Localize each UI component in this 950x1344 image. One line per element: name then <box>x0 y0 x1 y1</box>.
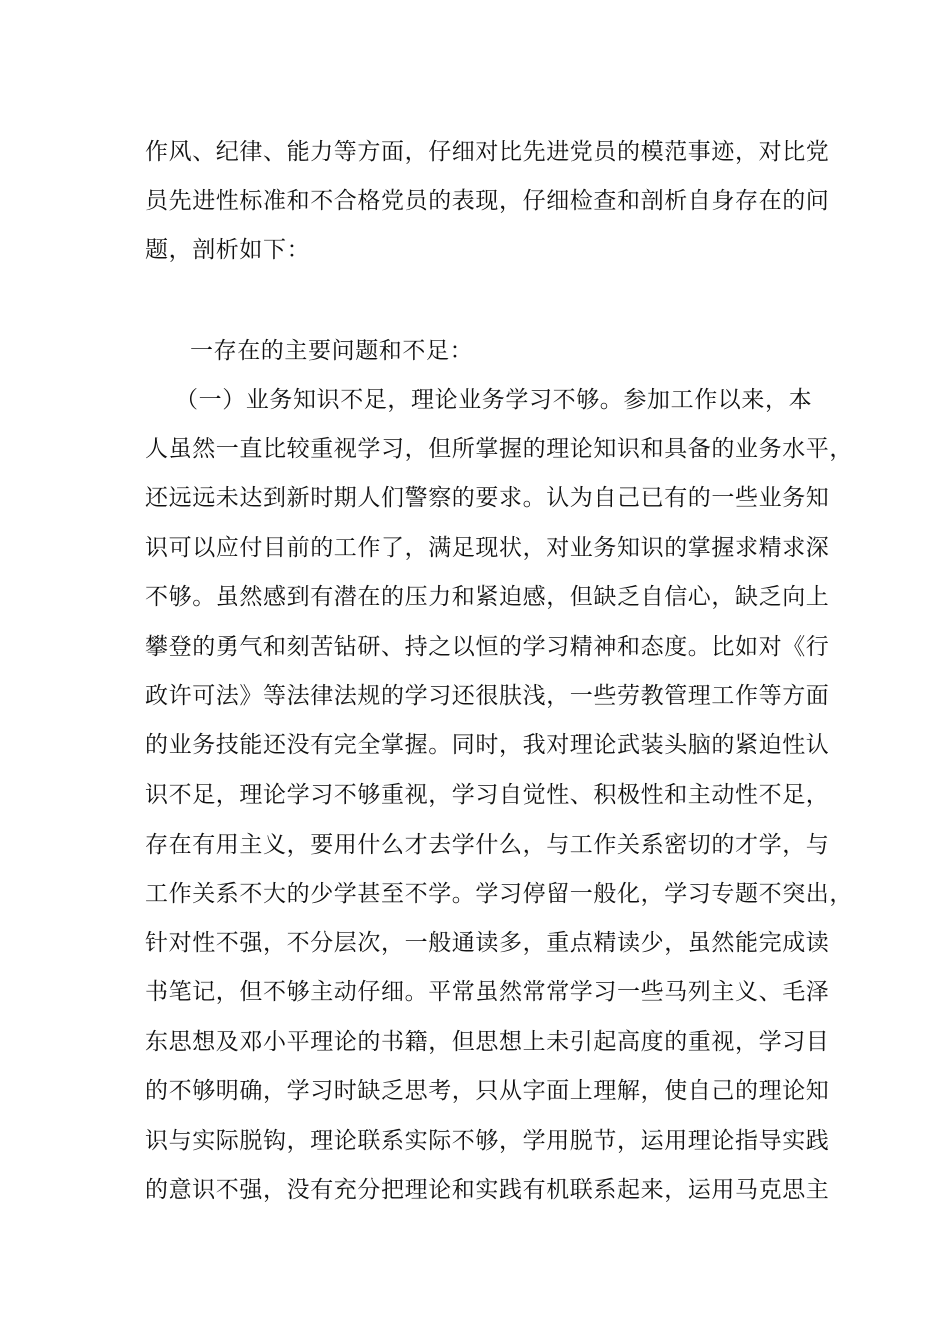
paragraph-line: 工作关系不大的少学甚至不学。学习停留一般化，学习专题不突出， <box>145 881 853 907</box>
paragraph-line: 存在有用主义，要用什么才去学什么，与工作关系密切的才学，与 <box>145 832 830 858</box>
paragraph-line: 攀登的勇气和刻苦钻研、持之以恒的学习精神和态度。比如对《行 <box>145 634 830 660</box>
paragraph-line: 识不足，理论学习不够重视，学习自觉性、积极性和主动性不足， <box>145 782 830 808</box>
paragraph-line: 的意识不强，没有充分把理论和实践有机联系起来，运用马克思主 <box>145 1177 830 1203</box>
paragraph-line: 针对性不强，不分层次，一般通读多，重点精读少，虽然能完成读 <box>145 930 830 956</box>
paragraph-line: 的业务技能还没有完全掌握。同时，我对理论武装头脑的紧迫性认 <box>145 732 830 758</box>
paragraph-line: 不够。虽然感到有潜在的压力和紧迫感，但缺乏自信心，缺乏向上 <box>145 584 830 610</box>
paragraph-line: 识可以应付目前的工作了，满足现状，对业务知识的掌握求精求深 <box>145 535 830 561</box>
paragraph-line: 人虽然一直比较重视学习，但所掌握的理论知识和具备的业务水平， <box>145 436 853 462</box>
section-heading: 一存在的主要问题和不足： <box>190 338 474 364</box>
paragraph-line: （一）业务知识不足，理论业务学习不够。参加工作以来，本 <box>175 387 813 413</box>
paragraph-line: 的不够明确，学习时缺乏思考，只从字面上理解，使自己的理论知 <box>145 1078 830 1104</box>
intro-line: 作风、纪律、能力等方面，仔细对比先进党员的模范事迹，对比党 <box>145 139 830 165</box>
paragraph-line: 还远远未达到新时期人们警察的要求。认为自己已有的一些业务知 <box>145 485 830 511</box>
paragraph-line: 识与实际脱钩，理论联系实际不够，学用脱节，运用理论指导实践 <box>145 1128 830 1154</box>
paragraph-line: 东思想及邓小平理论的书籍，但思想上未引起高度的重视，学习目 <box>145 1029 830 1055</box>
paragraph-line: 书笔记，但不够主动仔细。平常虽然常常学习一些马列主义、毛泽 <box>145 979 830 1005</box>
paragraph-line: 政许可法》等法律法规的学习还很肤浅，一些劳教管理工作等方面 <box>145 683 830 709</box>
intro-line: 员先进性标准和不合格党员的表现，仔细检查和剖析自身存在的问 <box>145 188 830 214</box>
intro-line: 题，剖析如下： <box>145 237 311 263</box>
